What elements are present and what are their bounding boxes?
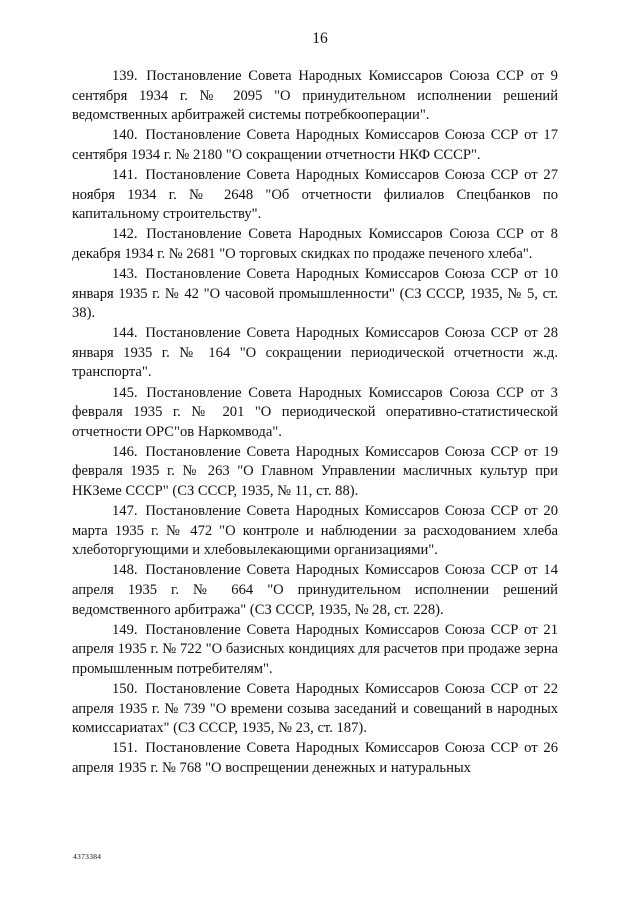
entry-text: Постановление Совета Народных Комиссаров Союза ССР от 3 февраля 1935 г. № 201 "О периодической оперативно-статистической отчетности ОРС"ов Наркомвода".: [72, 384, 558, 440]
entry-text: Постановление Совета Народных Комиссаров Союза ССР от 19 февраля 1935 г. № 263 "О Главном Управлении масличных культур при НКЗеме СССР" (СЗ СССР, 1935, № 11, ст. 88).: [72, 443, 558, 499]
list-item: [72, 225, 558, 264]
entry-text: Постановление Совета Народных Комиссаров Союза ССР от 21 апреля 1935 г. № 722 "О базисных кондициях для расчетов при продаже зерна промышленным потребителям".: [72, 621, 558, 677]
list-item: [72, 126, 558, 165]
entry-number: 140.: [112, 127, 138, 144]
document-body: [72, 67, 558, 779]
list-item: [72, 739, 558, 778]
entry-text: Постановление Совета Народных Комиссаров Союза ССР от 8 декабря 1934 г. № 2681 "О торговых скидках по продаже печеного хлеба".: [72, 226, 558, 262]
list-item: [72, 443, 558, 502]
entry-text: Постановление Совета Народных Комиссаров Союза ССР от 26 апреля 1935 г. № 768 "О воспрещении денежных и натуральных: [72, 740, 558, 776]
entry-number: 144.: [112, 325, 138, 342]
entry-number: 149.: [112, 621, 138, 638]
entry-text: Постановление Совета Народных Комиссаров Союза ССР от 14 апреля 1935 г. № 664 "О принудительном исполнении решений ведомственного арбитража" (СЗ СССР, 1935, № 28, ст. 228).: [72, 562, 558, 618]
entry-text: Постановление Совета Народных Комиссаров Союза ССР от 10 января 1935 г. № 42 "О часовой промышленности" (СЗ СССР, 1935, № 5, ст. 38).: [72, 265, 558, 322]
list-item: [72, 680, 558, 739]
page-number: 16: [312, 30, 328, 47]
entry-number: 150.: [112, 680, 138, 697]
entry-number: 148.: [112, 562, 138, 579]
entry-text: Постановление Совета Народных Комиссаров Союза ССР от 20 марта 1935 г. № 472 "О контроле и наблюдении за расходованием хлеба хлеботоргующими и хлебовылекающими организациями".: [72, 503, 558, 559]
entry-text: Постановление Совета Народных Комиссаров Союза ССР от 27 ноября 1934 г. № 2648 "Об отчетности филиалов Спецбанков по капитальному строительству".: [72, 166, 558, 223]
list-item: [72, 561, 558, 620]
list-item: [72, 265, 558, 324]
list-item: [72, 384, 558, 443]
entry-text: Постановление Совета Народных Комиссаров Союза ССР от 17 сентября 1934 г. № 2180 "О сокращении отчетности НКФ СССР".: [72, 127, 558, 163]
list-item: [72, 502, 558, 561]
entry-text: Постановление Совета Народных Комиссаров Союза ССР от 9 сентября 1934 г. № 2095 "О принудительном исполнении решений ведомственных арбитражей системы потребкооперации".: [72, 68, 558, 124]
entry-number: 139.: [112, 68, 138, 84]
entry-number: 146.: [112, 443, 138, 460]
entry-text: Постановление Совета Народных Комиссаров Союза ССР от 22 апреля 1935 г. № 739 "О времени созыва заседаний и совещаний в народных комиссариатах" (СЗ СССР, 1935, № 23, ст. 187).: [72, 680, 558, 737]
entry-number: 145.: [112, 384, 138, 401]
entry-number: 147.: [112, 503, 138, 520]
entry-number: 143.: [112, 265, 138, 282]
list-item: [72, 324, 558, 383]
list-item: [72, 166, 558, 225]
footer-document-code: 4373384: [73, 852, 102, 861]
entry-number: 151.: [112, 740, 138, 757]
entry-text: Постановление Совета Народных Комиссаров Союза ССР от 28 января 1935 г. № 164 "О сокращении периодической отчетности ж.д. транспорта".: [72, 325, 558, 381]
entry-number: 142.: [112, 226, 138, 243]
entry-number: 141.: [112, 166, 138, 183]
list-item: [72, 67, 558, 126]
list-item: [72, 621, 558, 680]
